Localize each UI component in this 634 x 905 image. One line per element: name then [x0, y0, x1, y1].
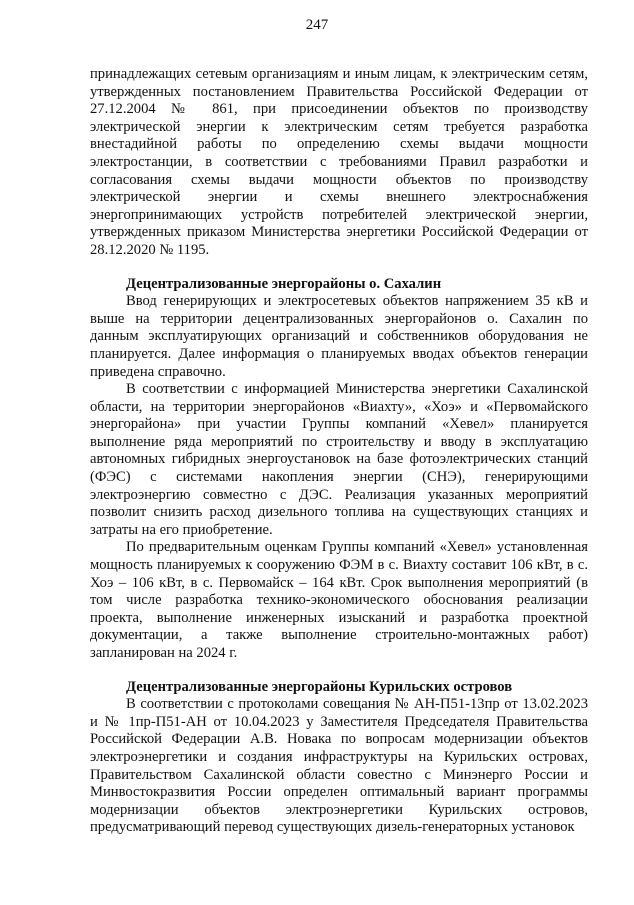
section-heading-kuril: Децентрализованные энергорайоны Курильских островов — [126, 678, 513, 695]
document-body — [90, 66, 588, 837]
paragraph-kuril-modernization: В соответствии с протоколами совещания № АН-П51-13пр от 13.02.2023 и № 1пр-П51-АН от 10.04.2023 у Заместителя Председателя Правительства Российской Федерации А.В. Новака по вопросам модернизации объектов электроэнергетики и создания инфраструктуры на Курильских островах, Правительством Сахалинской области совестно с Минэнерго России и Минвостокразвития России определен оптимальный вариант программы модернизации объектов электроэнергетики Курильских островов, предусматривающий перевод существующих дизель-генераторных установок — [90, 696, 588, 836]
paragraph-continuation: принадлежащих сетевым организациям и иным лицам, к электрическим сетям, утвержденных постановлением Правительства Российской Федерации от 27.12.2004 № 861, при присоединении объектов по производству электрической энергии к электрическим сетям требуется разработка внестадийной работы по определению схемы выдачи мощности электростанции, в соответствии с требованиями Правил разработки и согласования схемы выдачи мощности объектов по производству электрической энергии и схемы внешнего электроснабжения энергопринимающих устройств потребителей электрической энергии, утвержденных приказом Министерства энергетики Российской Федерации от 28.12.2020 № 1195. — [90, 66, 588, 258]
paragraph-sakhalin-hevel: В соответствии с информацией Министерства энергетики Сахалинской области, на территории энергорайонов «Виахту», «Хоэ» и «Первомайского энергорайона» при участии Группы компаний «Хевел» планируется выполнение ряда мероприятий по строительству и вводу в эксплуатацию автономных гибридных энергоустановок на базе фотоэлектрических станций (ФЭС) с системами накопления энергии (СНЭ), генерирующими электроэнергию совместно с ДЭС. Реализация указанных мероприятий позволит снизить расход дизельного топлива на существующих станциях и затраты на его приобретение. — [90, 381, 588, 538]
section-spacer — [90, 663, 588, 679]
page-number: 247 — [305, 17, 329, 33]
section-heading-sakhalin: Децентрализованные энергорайоны о. Сахалин — [126, 275, 442, 292]
paragraph-sakhalin-capacity: По предварительным оценкам Группы компаний «Хевел» установленная мощность планируемых к сооружению ФЭМ в с. Виахту составит 106 кВт, в с. Хоэ – 106 кВт, в с. Первомайск – 164 кВт. Срок выполнения мероприятий (в том числе разработка технико-экономического обоснования реализации проекта, выполнение инженерных изысканий и разработка проектной документации, а также выполнение строительно-монтажных работ) запланирован на 2024 г. — [90, 539, 588, 661]
section-spacer — [90, 260, 588, 276]
paragraph-sakhalin-intro: Ввод генерирующих и электросетевых объектов напряжением 35 кВ и выше на территории децентрализованных энергорайонов о. Сахалин по данным эксплуатирующих организаций и собственников оборудования не планируется. Далее информация о планируемых вводах объектов генерации приведена справочно. — [90, 293, 588, 380]
